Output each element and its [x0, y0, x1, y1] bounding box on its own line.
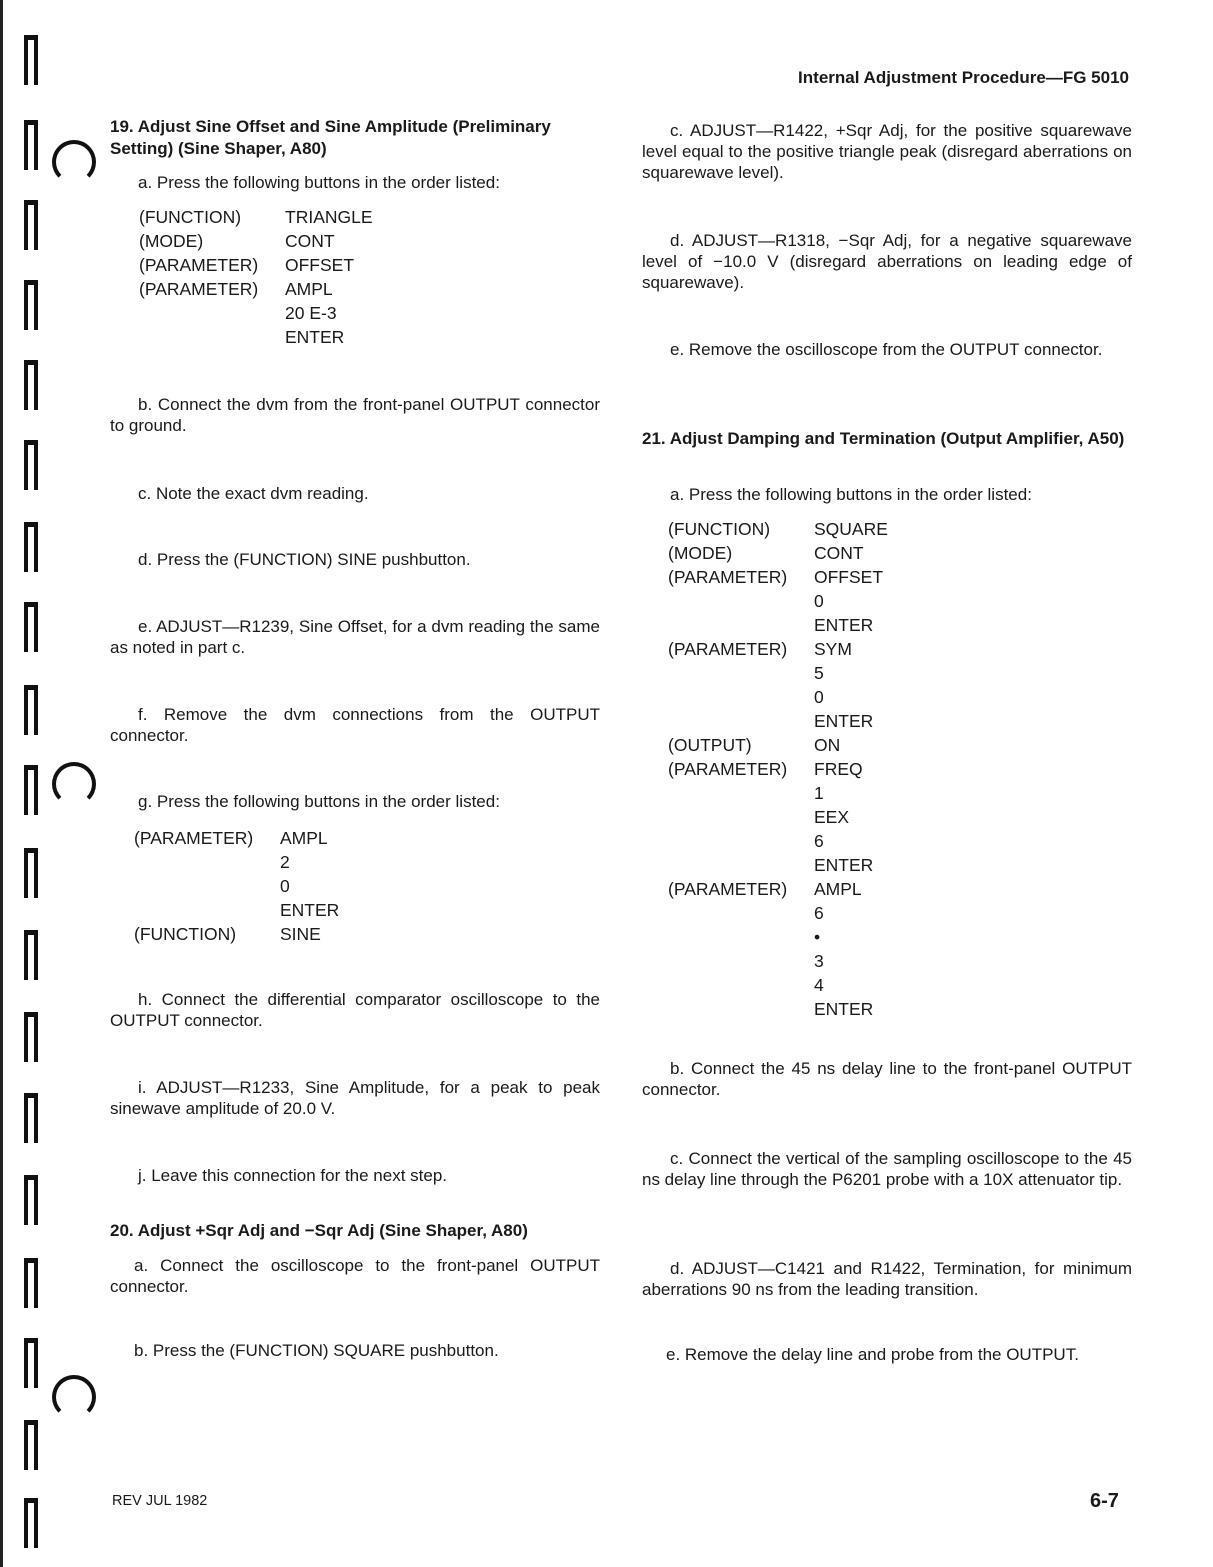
key-label: (PARAMETER) — [139, 279, 259, 299]
key-value: 0 — [280, 876, 290, 896]
key-label: (PARAMETER) — [668, 879, 788, 899]
key-label: (FUNCTION) — [668, 519, 771, 539]
key-value: AMPL — [280, 828, 328, 848]
step-19j: j. Leave this connection for the next step. — [138, 1166, 448, 1185]
binder-hole-mark — [24, 1258, 38, 1308]
step-21d: d. ADJUST—C1421 and R1422, Termination, for minimum aberrations 90 ns from the leading transition. — [642, 1259, 1132, 1299]
key-value: EEX — [814, 807, 850, 827]
key-value: ENTER — [814, 711, 874, 731]
binder-hole-mark — [24, 602, 38, 652]
section-20-title: 20. Adjust +Sqr Adj and −Sqr Adj (Sine Shaper, A80) — [110, 1221, 528, 1240]
key-value: SYM — [814, 639, 852, 659]
key-label — [668, 805, 814, 829]
key-label — [134, 874, 280, 898]
key-value: 0 — [814, 687, 824, 707]
key-label: (PARAMETER) — [139, 255, 259, 275]
key-value: OFFSET — [285, 255, 355, 275]
key-value: CONT — [285, 231, 335, 251]
key-value: 0 — [814, 591, 824, 611]
revision-date: REV JUL 1982 — [112, 1493, 208, 1509]
key-value: OFFSET — [814, 567, 884, 587]
binder-ring — [52, 762, 96, 806]
step-19g: g. Press the following buttons in the order listed: — [138, 792, 500, 811]
key-value: 5 — [814, 663, 824, 683]
key-value: 2 — [280, 852, 290, 872]
step-21b: b. Connect the 45 ns delay line to the front-panel OUTPUT connector. — [642, 1059, 1132, 1099]
page-header: Internal Adjustment Procedure—FG 5010 — [798, 68, 1129, 87]
binder-hole-mark — [24, 360, 38, 410]
binder-hole-mark — [24, 522, 38, 572]
key-label: (PARAMETER) — [668, 567, 788, 587]
key-value: ON — [814, 735, 841, 755]
key-value: AMPL — [285, 279, 333, 299]
binder-ring — [52, 140, 96, 184]
key-label: (OUTPUT) — [668, 735, 752, 755]
binder-hole-mark — [24, 685, 38, 735]
key-value: AMPL — [814, 879, 862, 899]
binder-hole-mark — [24, 1175, 38, 1225]
step-19f: f. Remove the dvm connections from the OUTPUT connector. — [110, 705, 600, 745]
key-value: SQUARE — [814, 519, 888, 539]
key-label — [668, 997, 814, 1021]
key-label: (FUNCTION) — [134, 924, 237, 944]
step-21c: c. Connect the vertical of the sampling oscilloscope to the 45 ns delay line through the P6201 probe with a 10X attenuator tip. — [642, 1149, 1132, 1189]
key-label — [134, 850, 280, 874]
button-sequence-19a — [139, 205, 373, 349]
binder-ring — [52, 1375, 96, 1419]
key-label — [668, 589, 814, 613]
key-value: ENTER — [814, 855, 874, 875]
key-value: TRIANGLE — [285, 207, 373, 227]
key-label — [668, 613, 814, 637]
binder-hole-mark — [24, 1338, 38, 1388]
button-sequence-19g — [134, 826, 339, 946]
binder-hole-mark — [24, 765, 38, 815]
key-value: CONT — [814, 543, 864, 563]
key-label — [668, 973, 814, 997]
key-label — [668, 829, 814, 853]
key-label — [668, 901, 814, 925]
button-sequence-21a — [668, 517, 888, 1021]
key-value: 20 E-3 — [285, 303, 337, 323]
key-label — [668, 661, 814, 685]
page-number: 6-7 — [1090, 1490, 1119, 1512]
section-19-title: 19. Adjust Sine Offset and Sine Amplitude (Preliminary Setting) (Sine Shaper, A80) — [110, 117, 551, 158]
step-19c: c. Note the exact dvm reading. — [138, 484, 369, 503]
binder-hole-mark — [24, 35, 38, 85]
key-value: 6 — [814, 903, 824, 923]
page-edge — [0, 0, 3, 1567]
key-label: (PARAMETER) — [134, 828, 254, 848]
step-19e: e. ADJUST—R1239, Sine Offset, for a dvm reading the same as noted in part c. — [110, 617, 600, 657]
binder-hole-mark — [24, 930, 38, 980]
key-value: • — [814, 927, 821, 947]
key-label — [668, 781, 814, 805]
key-label — [139, 325, 285, 349]
key-label — [668, 949, 814, 973]
binder-hole-mark — [24, 280, 38, 330]
key-value: ENTER — [285, 327, 345, 347]
binder-hole-mark — [24, 848, 38, 898]
step-20b: b. Press the (FUNCTION) SQUARE pushbutton. — [134, 1341, 499, 1360]
key-label — [668, 853, 814, 877]
step-21e: e. Remove the delay line and probe from the OUTPUT. — [666, 1345, 1079, 1364]
binder-hole-mark — [24, 440, 38, 490]
key-value: FREQ — [814, 759, 863, 779]
key-value: 3 — [814, 951, 824, 971]
key-value: ENTER — [814, 615, 874, 635]
step-21a: a. Press the following buttons in the order listed: — [670, 485, 1032, 504]
step-20c: c. ADJUST—R1422, +Sqr Adj, for the positive squarewave level equal to the positive triangle peak (disregard aberrations on squarewave level). — [642, 121, 1132, 182]
key-value: 4 — [814, 975, 824, 995]
key-label — [668, 685, 814, 709]
key-value: ENTER — [814, 999, 874, 1019]
binder-margin — [0, 0, 110, 1567]
section-21-title: 21. Adjust Damping and Termination (Output Amplifier, A50) — [642, 429, 1125, 448]
step-19a: a. Press the following buttons in the order listed: — [138, 173, 500, 192]
key-label: (MODE) — [668, 543, 733, 563]
step-20d: d. ADJUST—R1318, −Sqr Adj, for a negative squarewave level of −10.0 V (disregard aberrations on leading edge of squarewave). — [642, 231, 1132, 292]
binder-hole-mark — [24, 1420, 38, 1470]
key-label — [139, 301, 285, 325]
key-label — [668, 709, 814, 733]
key-label: (PARAMETER) — [668, 639, 788, 659]
step-19d: d. Press the (FUNCTION) SINE pushbutton. — [138, 550, 471, 569]
step-19h: h. Connect the differential comparator oscilloscope to the OUTPUT connector. — [110, 990, 600, 1030]
binder-hole-mark — [24, 1498, 38, 1548]
key-value: 1 — [814, 783, 824, 803]
key-value: ENTER — [280, 900, 340, 920]
binder-hole-mark — [24, 120, 38, 170]
binder-hole-mark — [24, 200, 38, 250]
key-label: (MODE) — [139, 231, 204, 251]
binder-hole-mark — [24, 1093, 38, 1143]
key-value: 6 — [814, 831, 824, 851]
binder-hole-mark — [24, 1012, 38, 1062]
key-value: SINE — [280, 924, 321, 944]
key-label — [668, 925, 814, 949]
step-19b: b. Connect the dvm from the front-panel OUTPUT connector to ground. — [110, 395, 600, 435]
step-20e: e. Remove the oscilloscope from the OUTPUT connector. — [670, 340, 1103, 359]
step-20a: a. Connect the oscilloscope to the front-panel OUTPUT connector. — [110, 1256, 600, 1296]
key-label: (FUNCTION) — [139, 207, 242, 227]
key-label — [134, 898, 280, 922]
step-19i: i. ADJUST—R1233, Sine Amplitude, for a peak to peak sinewave amplitude of 20.0 V. — [110, 1078, 600, 1118]
key-label: (PARAMETER) — [668, 759, 788, 779]
